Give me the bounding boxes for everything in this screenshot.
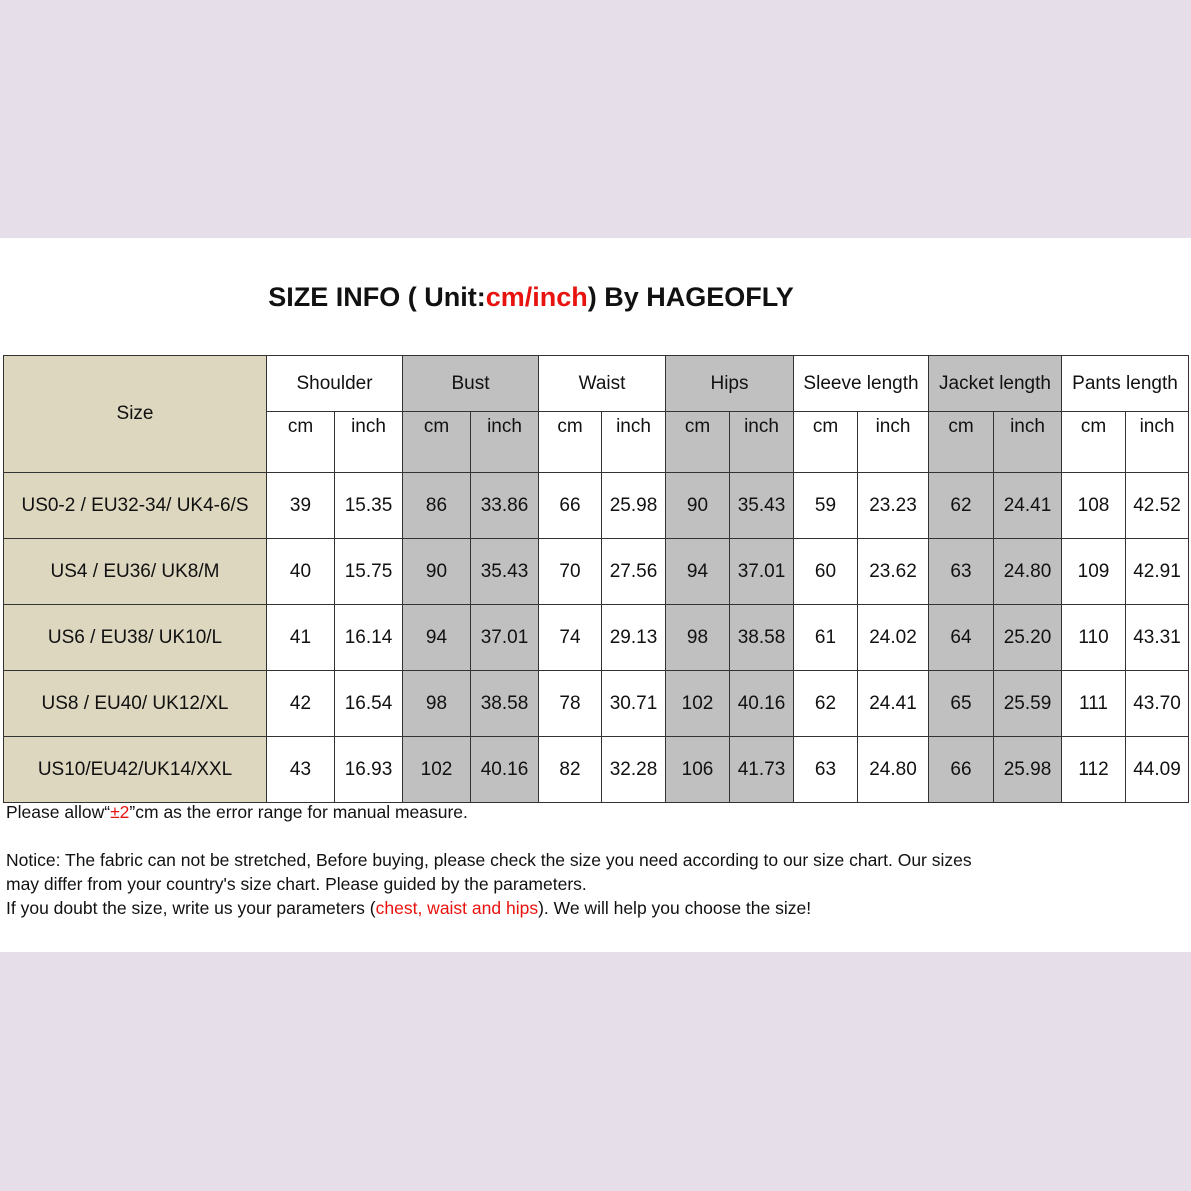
table-cell: 109 <box>1062 539 1126 605</box>
table-cell: 43.70 <box>1126 671 1189 737</box>
table-cell: 60 <box>794 539 858 605</box>
table-cell: 78 <box>539 671 602 737</box>
table-row <box>4 605 1189 671</box>
table-cell: 112 <box>1062 737 1126 803</box>
table-cell: 24.41 <box>994 473 1062 539</box>
table-cell: 98 <box>403 671 471 737</box>
table-cell: 110 <box>1062 605 1126 671</box>
table-cell: 40.16 <box>730 671 794 737</box>
table-cell: 61 <box>794 605 858 671</box>
table-cell: 30.71 <box>602 671 666 737</box>
title-suffix: ) By HAGEOFLY <box>587 282 794 312</box>
unit-header: inch <box>994 412 1062 473</box>
column-group-header: Shoulder <box>267 356 403 412</box>
table-row <box>4 473 1189 539</box>
column-group-header: Waist <box>539 356 666 412</box>
table-cell: 90 <box>666 473 730 539</box>
table-cell: 64 <box>929 605 994 671</box>
column-group-header: Hips <box>666 356 794 412</box>
doubt-suffix: ). We will help you choose the size! <box>538 898 812 918</box>
table-cell: 25.59 <box>994 671 1062 737</box>
page-title <box>0 282 1062 313</box>
table-cell: 43.31 <box>1126 605 1189 671</box>
table-cell: 63 <box>794 737 858 803</box>
table-cell: 23.23 <box>858 473 929 539</box>
table-cell: 43 <box>267 737 335 803</box>
size-label: US8 / EU40/ UK12/XL <box>4 671 267 737</box>
table-cell: 63 <box>929 539 994 605</box>
size-label: US6 / EU38/ UK10/L <box>4 605 267 671</box>
table-cell: 25.98 <box>994 737 1062 803</box>
notice-line-2: may differ from your country's size chart. Please guided by the parameters. <box>6 874 587 894</box>
unit-header: inch <box>858 412 929 473</box>
unit-header: cm <box>794 412 858 473</box>
table-cell: 35.43 <box>730 473 794 539</box>
column-group-header: Sleeve length <box>794 356 929 412</box>
table-cell: 33.86 <box>471 473 539 539</box>
doubt-prefix: If you doubt the size, write us your parameters ( <box>6 898 376 918</box>
table-cell: 74 <box>539 605 602 671</box>
table-cell: 40.16 <box>471 737 539 803</box>
unit-header: cm <box>1062 412 1126 473</box>
unit-header: inch <box>602 412 666 473</box>
table-cell: 66 <box>929 737 994 803</box>
column-group-header: Bust <box>403 356 539 412</box>
table-cell: 41 <box>267 605 335 671</box>
table-cell: 37.01 <box>730 539 794 605</box>
table-cell: 16.93 <box>335 737 403 803</box>
tolerance-value: ±2 <box>110 802 130 822</box>
size-header: Size <box>4 356 267 473</box>
column-group-header: Pants length <box>1062 356 1189 412</box>
tolerance-note <box>6 800 972 824</box>
table-cell: 66 <box>539 473 602 539</box>
unit-header: inch <box>1126 412 1189 473</box>
table-cell: 38.58 <box>730 605 794 671</box>
unit-header: cm <box>929 412 994 473</box>
table-cell: 37.01 <box>471 605 539 671</box>
table-cell: 42.91 <box>1126 539 1189 605</box>
table-cell: 90 <box>403 539 471 605</box>
unit-header: cm <box>666 412 730 473</box>
table-cell: 24.80 <box>858 737 929 803</box>
table-cell: 38.58 <box>471 671 539 737</box>
table-cell: 23.62 <box>858 539 929 605</box>
doubt-note <box>6 896 972 920</box>
table-cell: 98 <box>666 605 730 671</box>
table-cell: 35.43 <box>471 539 539 605</box>
column-group-header: Jacket length <box>929 356 1062 412</box>
unit-header: cm <box>539 412 602 473</box>
tolerance-prefix: Please allow“ <box>6 802 111 822</box>
table-cell: 29.13 <box>602 605 666 671</box>
table-cell: 15.75 <box>335 539 403 605</box>
table-cell: 25.98 <box>602 473 666 539</box>
table-cell: 27.56 <box>602 539 666 605</box>
title-prefix: SIZE INFO ( Unit: <box>268 282 486 312</box>
unit-header: inch <box>730 412 794 473</box>
table-row <box>4 671 1189 737</box>
table-cell: 41.73 <box>730 737 794 803</box>
table-row <box>4 737 1189 803</box>
table-cell: 42 <box>267 671 335 737</box>
doubt-params: chest, waist and hips <box>375 898 539 918</box>
table-cell: 62 <box>794 671 858 737</box>
table-cell: 24.02 <box>858 605 929 671</box>
table-cell: 102 <box>403 737 471 803</box>
size-label: US4 / EU36/ UK8/M <box>4 539 267 605</box>
table-cell: 102 <box>666 671 730 737</box>
table-cell: 86 <box>403 473 471 539</box>
header-row <box>4 356 1189 412</box>
table-cell: 16.54 <box>335 671 403 737</box>
table-cell: 111 <box>1062 671 1126 737</box>
unit-header: cm <box>267 412 335 473</box>
size-label: US10/EU42/UK14/XXL <box>4 737 267 803</box>
unit-header: inch <box>335 412 403 473</box>
table-cell: 62 <box>929 473 994 539</box>
table-cell: 94 <box>403 605 471 671</box>
table-cell: 70 <box>539 539 602 605</box>
notice-line-1: Notice: The fabric can not be stretched, Before buying, please check the size you need according to our size chart. Our sizes <box>6 850 972 870</box>
table-row <box>4 539 1189 605</box>
table-cell: 65 <box>929 671 994 737</box>
table-cell: 15.35 <box>335 473 403 539</box>
unit-header: inch <box>471 412 539 473</box>
table-cell: 40 <box>267 539 335 605</box>
table-cell: 24.80 <box>994 539 1062 605</box>
size-chart-table <box>3 355 1189 803</box>
table-cell: 16.14 <box>335 605 403 671</box>
table-cell: 106 <box>666 737 730 803</box>
table-cell: 25.20 <box>994 605 1062 671</box>
table-cell: 59 <box>794 473 858 539</box>
tolerance-suffix: ”cm as the error range for manual measure. <box>129 802 468 822</box>
table-cell: 94 <box>666 539 730 605</box>
table-cell: 24.41 <box>858 671 929 737</box>
unit-header: cm <box>403 412 471 473</box>
size-label: US0-2 / EU32-34/ UK4-6/S <box>4 473 267 539</box>
title-unit: cm/inch <box>485 282 588 312</box>
table-cell: 42.52 <box>1126 473 1189 539</box>
table-cell: 32.28 <box>602 737 666 803</box>
table-cell: 39 <box>267 473 335 539</box>
table-cell: 82 <box>539 737 602 803</box>
table-cell: 44.09 <box>1126 737 1189 803</box>
table-cell: 108 <box>1062 473 1126 539</box>
notes <box>6 800 972 920</box>
